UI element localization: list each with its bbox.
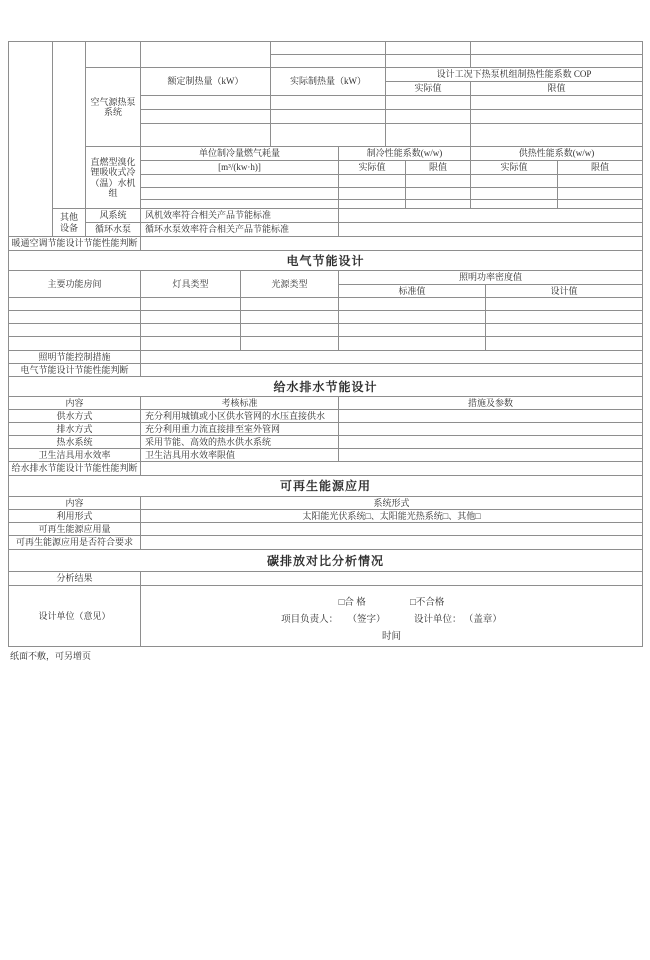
value-cell[interactable] xyxy=(406,200,471,209)
hot-water-label: 热水系统 xyxy=(9,436,141,449)
value-cell[interactable] xyxy=(339,324,486,337)
hvac-judgement-label: 暖通空调节能设计节能性能判断 xyxy=(9,237,141,251)
signature-row xyxy=(142,612,641,629)
gas-consumption-header: 单位制冷量燃气耗量 xyxy=(141,147,339,161)
lamp-type-header: 灯具类型 xyxy=(141,271,241,298)
table-row xyxy=(9,397,643,410)
value-cell[interactable] xyxy=(406,175,471,188)
table-row xyxy=(9,449,643,462)
hvac-system-label-cell xyxy=(86,42,141,68)
value-cell[interactable] xyxy=(558,175,643,188)
value-cell[interactable] xyxy=(486,337,643,351)
value-cell[interactable] xyxy=(141,188,339,200)
table-row xyxy=(9,42,643,55)
pass-fail-row xyxy=(142,595,641,612)
value-cell[interactable] xyxy=(339,410,643,423)
value-cell[interactable] xyxy=(141,298,241,311)
seal-placeholder[interactable]: （盖章） xyxy=(463,615,502,625)
value-cell[interactable] xyxy=(141,311,241,324)
value-cell[interactable] xyxy=(141,200,339,209)
value-cell[interactable] xyxy=(241,337,339,351)
value-cell[interactable] xyxy=(486,324,643,337)
cop-actual-header: 实际值 xyxy=(386,82,471,96)
water-supply-standard: 充分利用城镇或小区供水管网的水压直接供水 xyxy=(141,410,339,423)
table-row xyxy=(9,510,643,523)
table-row xyxy=(9,147,643,161)
value-cell[interactable] xyxy=(386,110,471,124)
drainage-label: 排水方式 xyxy=(9,423,141,436)
value-cell[interactable] xyxy=(339,311,486,324)
circulating-pump-label: 循环水泵 xyxy=(86,223,141,237)
table-row xyxy=(9,476,643,497)
value-cell[interactable] xyxy=(241,324,339,337)
value-cell[interactable] xyxy=(141,237,643,251)
heating-cop-header: 供热性能系数(w/w) xyxy=(471,147,643,161)
value-cell[interactable] xyxy=(339,200,406,209)
table-row xyxy=(9,423,643,436)
value-cell[interactable] xyxy=(471,200,558,209)
value-cell[interactable] xyxy=(558,200,643,209)
hvac-equipment-group-cell xyxy=(53,42,86,209)
analysis-result-label: 分析结果 xyxy=(9,572,141,586)
sign-off-cell xyxy=(141,586,643,647)
value-cell[interactable] xyxy=(141,110,271,124)
renewable-section-title: 可再生能源应用 xyxy=(9,476,643,497)
lpd-standard-header: 标准值 xyxy=(339,285,486,298)
value-cell[interactable] xyxy=(558,188,643,200)
value-cell[interactable] xyxy=(471,42,643,55)
design-unit-label: 设计单位： xyxy=(413,615,462,625)
table-row xyxy=(9,377,643,397)
time-label: 时间 xyxy=(381,632,401,642)
electrical-section-title: 电气节能设计 xyxy=(9,251,643,271)
electrical-judgement-label: 电气节能设计节能性能判断 xyxy=(9,364,141,377)
value-cell[interactable] xyxy=(471,175,558,188)
pump-standard-text: 循环水泵效率符合相关产品节能标准 xyxy=(141,223,339,237)
value-cell[interactable] xyxy=(141,536,643,550)
gas-unit-header: [m³/(kw·h)] xyxy=(141,161,339,175)
value-cell[interactable] xyxy=(471,55,643,68)
value-cell[interactable] xyxy=(141,124,271,147)
value-cell[interactable] xyxy=(406,188,471,200)
room-header: 主要功能房间 xyxy=(9,271,141,298)
value-cell[interactable] xyxy=(9,337,141,351)
table-row xyxy=(9,311,643,324)
table-row xyxy=(9,436,643,449)
value-cell[interactable] xyxy=(141,462,643,476)
table-row xyxy=(9,364,643,377)
value-cell[interactable] xyxy=(141,364,643,377)
table-row xyxy=(9,586,643,647)
measures-header: 措施及参数 xyxy=(339,397,643,410)
water-supply-label: 供水方式 xyxy=(9,410,141,423)
content-header: 内容 xyxy=(9,397,141,410)
value-cell[interactable] xyxy=(141,337,241,351)
value-cell[interactable] xyxy=(271,42,386,55)
value-cell[interactable] xyxy=(339,298,486,311)
sanitary-ware-standard: 卫生洁具用水效率限值 xyxy=(141,449,339,462)
light-source-header: 光源类型 xyxy=(241,271,339,298)
value-cell[interactable] xyxy=(9,311,141,324)
gas-fired-chiller-label: 直燃型溴化锂吸收式冷（温）水机组 xyxy=(86,147,141,209)
value-cell[interactable] xyxy=(271,110,386,124)
air-source-heat-pump-label: 空气源热泵系统 xyxy=(86,68,141,147)
plumbing-judgement-label: 给水排水节能设计节能性能判断 xyxy=(9,462,141,476)
table-row xyxy=(9,68,643,82)
carbon-section-title: 碳排放对比分析情况 xyxy=(9,550,643,572)
system-form-header: 系统形式 xyxy=(141,497,643,510)
value-cell[interactable] xyxy=(141,96,271,110)
value-cell[interactable] xyxy=(141,175,339,188)
actual-heating-header: 实际制热量（kW） xyxy=(271,68,386,96)
fan-standard-text: 风机效率符合相关产品节能标准 xyxy=(141,209,339,223)
value-cell[interactable] xyxy=(271,55,386,68)
value-cell[interactable] xyxy=(141,572,643,586)
value-cell[interactable] xyxy=(339,449,643,462)
value-cell[interactable] xyxy=(471,96,643,110)
table-row xyxy=(9,237,643,251)
table-row xyxy=(9,410,643,423)
table-row xyxy=(9,223,643,237)
fan-system-label: 风系统 xyxy=(86,209,141,223)
value-cell[interactable] xyxy=(486,311,643,324)
cop-header: 设计工况下热泵机组制热性能系数 COP xyxy=(386,68,643,82)
drainage-standard: 充分利用重力流直接排至室外管网 xyxy=(141,423,339,436)
table-row xyxy=(9,351,643,364)
table-row xyxy=(9,572,643,586)
value-cell[interactable] xyxy=(339,188,406,200)
lpd-header: 照明功率密度值 xyxy=(339,271,643,285)
cooling-limit-header: 限值 xyxy=(406,161,471,175)
value-cell[interactable] xyxy=(386,42,471,55)
cop-limit-header: 限值 xyxy=(471,82,643,96)
value-cell[interactable] xyxy=(141,42,271,68)
plumbing-section-title: 给水排水节能设计 xyxy=(9,377,643,397)
value-cell[interactable] xyxy=(241,311,339,324)
project-manager-label: 项目负责人： xyxy=(281,615,339,625)
hot-water-standard: 采用节能、高效的热水供水系统 xyxy=(141,436,339,449)
table-row xyxy=(9,298,643,311)
table-row xyxy=(9,536,643,550)
value-cell[interactable] xyxy=(141,523,643,536)
usage-form-checkbox-options[interactable]: 太阳能光伏系统□、太阳能光热系统□、其他□ xyxy=(141,510,643,523)
rated-heating-header: 额定制热量（kW） xyxy=(141,68,271,96)
value-cell[interactable] xyxy=(141,324,241,337)
renewable-compliance-label: 可再生能源应用是否符合要求 xyxy=(9,536,141,550)
value-cell[interactable] xyxy=(9,298,141,311)
value-cell[interactable] xyxy=(339,337,486,351)
value-cell[interactable] xyxy=(471,124,643,147)
value-cell[interactable] xyxy=(271,124,386,147)
value-cell[interactable] xyxy=(471,188,558,200)
energy-design-review-table xyxy=(8,41,643,647)
table-row xyxy=(9,251,643,271)
other-equipment-label: 其他设备 xyxy=(53,209,86,237)
value-cell[interactable] xyxy=(271,96,386,110)
table-row xyxy=(9,497,643,510)
value-cell[interactable] xyxy=(339,175,406,188)
value-cell[interactable] xyxy=(339,436,643,449)
value-cell[interactable] xyxy=(339,423,643,436)
cooling-actual-header: 实际值 xyxy=(339,161,406,175)
signature-placeholder[interactable]: （签字） xyxy=(347,615,386,625)
assessment-standard-header: 考核标准 xyxy=(141,397,339,410)
cooling-cop-header: 制冷性能系数(w/w) xyxy=(339,147,471,161)
table-row xyxy=(9,462,643,476)
sanitary-ware-label: 卫生洁具用水效率 xyxy=(9,449,141,462)
pass-checkbox-option[interactable]: □合 格 xyxy=(338,598,366,608)
table-row xyxy=(9,324,643,337)
table-row xyxy=(9,337,643,351)
value-cell[interactable] xyxy=(241,298,339,311)
table-row xyxy=(9,209,643,223)
fail-checkbox-option[interactable]: □不合格 xyxy=(410,598,445,608)
content-header: 内容 xyxy=(9,497,141,510)
footer-note: 纸面不敷，可另增页 xyxy=(10,651,92,661)
value-cell[interactable] xyxy=(386,55,471,68)
heating-limit-header: 限值 xyxy=(558,161,643,175)
value-cell[interactable] xyxy=(386,124,471,147)
value-cell[interactable] xyxy=(9,324,141,337)
design-unit-opinion-label: 设计单位（意见） xyxy=(9,586,141,647)
heating-actual-header: 实际值 xyxy=(471,161,558,175)
value-cell[interactable] xyxy=(141,351,643,364)
lpd-design-header: 设计值 xyxy=(486,285,643,298)
usage-form-label: 利用形式 xyxy=(9,510,141,523)
hvac-section-spanner-cell xyxy=(9,42,53,237)
table-row xyxy=(9,271,643,285)
value-cell[interactable] xyxy=(339,223,643,237)
value-cell[interactable] xyxy=(339,209,643,223)
value-cell[interactable] xyxy=(471,110,643,124)
renewable-amount-label: 可再生能源应用量 xyxy=(9,523,141,536)
table-row xyxy=(9,523,643,536)
table-row xyxy=(9,550,643,572)
value-cell[interactable] xyxy=(486,298,643,311)
lighting-control-label: 照明节能控制措施 xyxy=(9,351,141,364)
value-cell[interactable] xyxy=(386,96,471,110)
